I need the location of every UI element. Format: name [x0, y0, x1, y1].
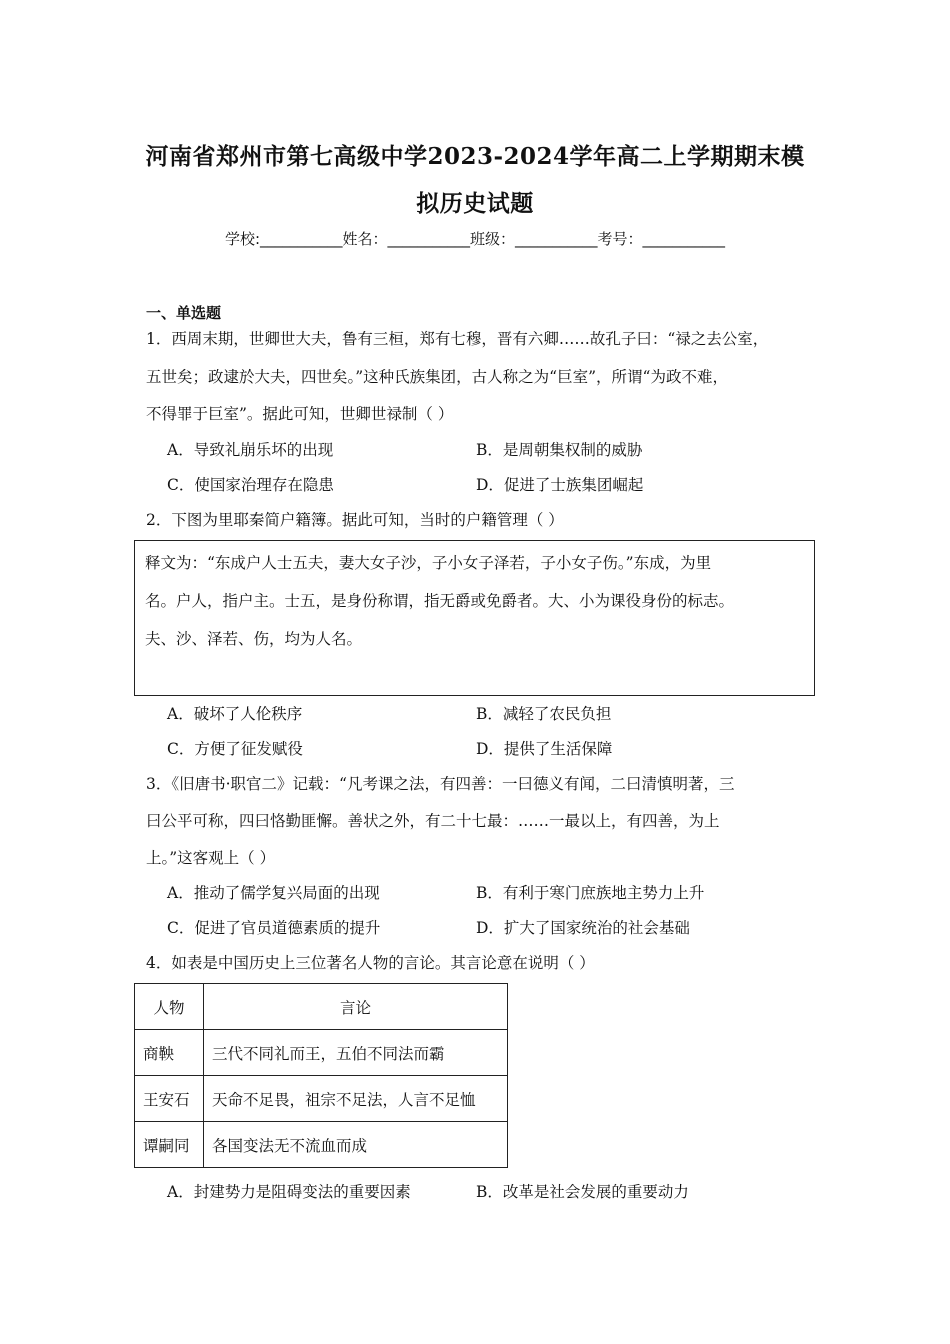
q2-option-b[interactable]: B．减轻了农民负担 [476, 705, 612, 723]
q4-option-a[interactable]: A．封建势力是阻碍变法的重要因素 [167, 1183, 411, 1201]
q2-box-line-1: 释文为：“东成户人士五夫，妻大女子沙，子小女子泽若，子小女子伤。”东成，为里 [145, 554, 712, 572]
exam-title-line-1: 河南省郑州市第七高级中学2023-2024学年高二上学期期末模 [145, 143, 805, 170]
table-header-quote: 言论 [204, 984, 508, 1030]
q1-option-b[interactable]: B．是周朝集权制的威胁 [476, 441, 643, 459]
q1-option-a[interactable]: A．导致礼崩乐坏的出现 [167, 441, 334, 459]
table-row [135, 1122, 508, 1168]
q3-option-d[interactable]: D．扩大了国家统治的社会基础 [476, 919, 690, 937]
table-row [135, 1076, 508, 1122]
section-title: 一、单选题 [146, 304, 222, 322]
q3-option-c[interactable]: C．促进了官员道德素质的提升 [167, 919, 381, 937]
q1-stem-line-2: 五世矣；政逮於大夫，四世矣。”这种氏族集团，古人称之为“巨室”，所谓“为政不难， [146, 368, 728, 386]
q1-stem-line-3: 不得罪于巨室”。据此可知，世卿世禄制（ ） [146, 405, 454, 423]
table-cell-person: 王安石 [135, 1076, 204, 1122]
student-info-line: 学校:___________姓名：___________班级：___________考号：___________ [224, 230, 726, 248]
q1-option-d[interactable]: D．促进了士族集团崛起 [476, 476, 644, 494]
q2-option-d[interactable]: D．提供了生活保障 [476, 740, 613, 758]
q2-box-line-3: 夫、沙、泽若、伤，均为人名。 [145, 630, 363, 648]
q4-quotes-table [134, 983, 508, 1168]
table-cell-person: 商鞅 [135, 1030, 204, 1076]
table-header-row [135, 984, 508, 1030]
q2-option-a[interactable]: A．破坏了人伦秩序 [167, 705, 303, 723]
q4-stem: 4．如表是中国历史上三位著名人物的言论。其言论意在说明（ ） [146, 954, 595, 972]
q4-option-b[interactable]: B．改革是社会发展的重要动力 [476, 1183, 689, 1201]
table-header-person: 人物 [135, 984, 204, 1030]
q1-option-c[interactable]: C．使国家治理存在隐患 [167, 476, 334, 494]
q3-option-b[interactable]: B．有利于寒门庶族地主势力上升 [476, 884, 705, 902]
q2-box-line-2: 名。户人，指户主。士五，是身份称谓，指无爵或免爵者。大、小为课役身份的标志。 [145, 592, 735, 610]
q2-option-c[interactable]: C．方便了征发赋役 [167, 740, 303, 758]
table-cell-quote: 各国变法无不流血而成 [204, 1122, 508, 1168]
q3-stem-line-1: 3．《旧唐书·职官二》记载：“凡考课之法，有四善：一曰德义有闻，二曰清慎明著，三 [146, 775, 735, 793]
q1-stem-line-1: 1．西周末期，世卿世大夫，鲁有三桓，郑有七穆，晋有六卿……故孔子曰：“禄之去公室， [146, 330, 769, 348]
q2-source-box [134, 540, 815, 696]
q3-stem-line-3: 上。”这客观上（ ） [146, 849, 276, 867]
table-row [135, 1030, 508, 1076]
table-cell-quote: 三代不同礼而王，五伯不同法而霸 [204, 1030, 508, 1076]
q2-stem: 2．下图为里耶秦简户籍簿。据此可知，当时的户籍管理（ ） [146, 511, 564, 529]
q3-stem-line-2: 曰公平可称，四曰恪勤匪懈。善状之外，有二十七最：……一最以上，有四善，为上 [146, 812, 720, 830]
exam-title-line-2: 拟历史试题 [416, 190, 534, 217]
q3-option-a[interactable]: A．推动了儒学复兴局面的出现 [167, 884, 380, 902]
table-cell-person: 谭嗣同 [135, 1122, 204, 1168]
table-cell-quote: 天命不足畏，祖宗不足法，人言不足恤 [204, 1076, 508, 1122]
